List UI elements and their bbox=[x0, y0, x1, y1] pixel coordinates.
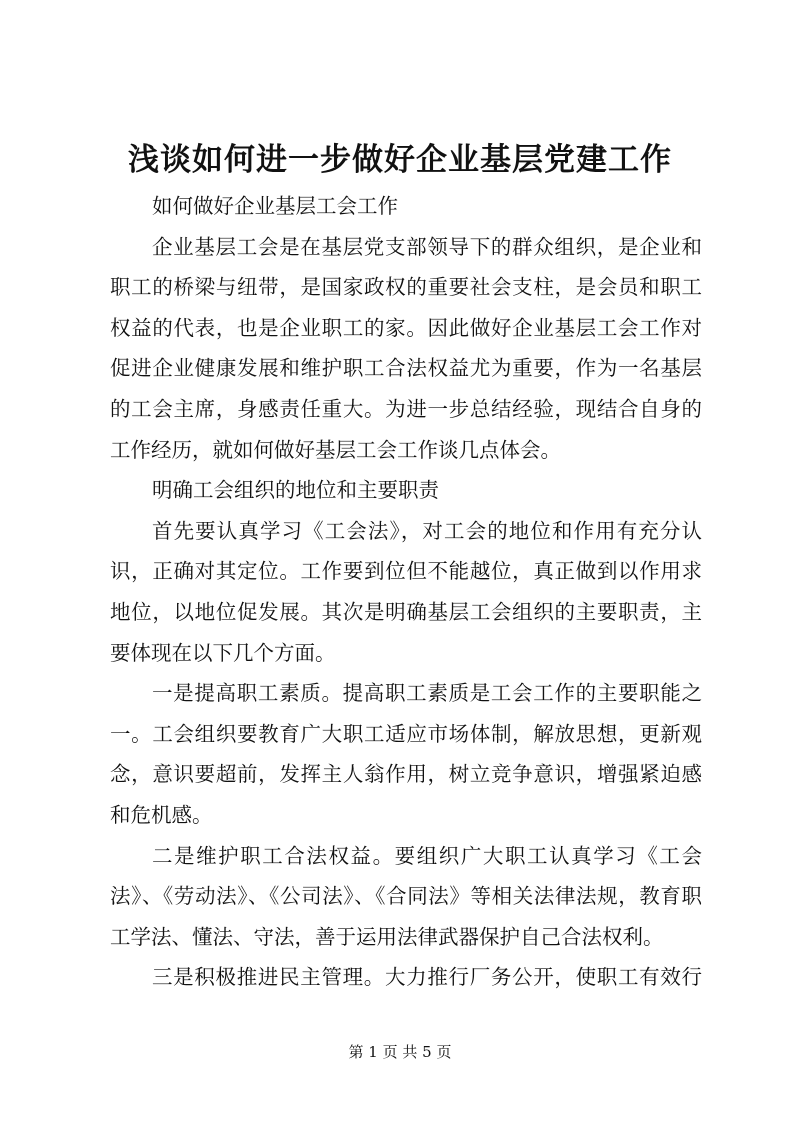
section-heading: 如何做好企业基层工会工作 bbox=[152, 194, 398, 218]
page-footer: 第 1 页 共 5 页 bbox=[348, 1043, 452, 1061]
paragraph-line: 企业基层工会是在基层党支部领导下的群众组织，是企业和 bbox=[152, 234, 702, 259]
paragraph-line: 职工的桥梁与纽带，是国家政权的重要社会支柱，是会员和职工 bbox=[110, 275, 702, 300]
document-body bbox=[110, 186, 702, 998]
paragraph-line: 首先要认真学习《工会法》，对工会的地位和作用有充分认 bbox=[152, 518, 702, 543]
section-heading: 明确工会组织的地位和主要职责 bbox=[152, 478, 439, 503]
paragraph-line: 三是积极推进民主管理。大力推行厂务公开，使职工有效行 bbox=[152, 965, 702, 990]
paragraph-line: 促进企业健康发展和维护职工合法权益尤为重要，作为一名基层 bbox=[110, 356, 702, 381]
paragraph-line: 工作经历，就如何做好基层工会工作谈几点体会。 bbox=[110, 437, 561, 462]
paragraph-line: 的工会主席，身感责任重大。为进一步总结经验，现结合自身的 bbox=[110, 396, 702, 421]
paragraph-line: 识，正确对其定位。工作要到位但不能越位，真正做到以作用求 bbox=[110, 559, 702, 584]
paragraph-line: 一。工会组织要教育广大职工适应市场体制，解放思想，更新观 bbox=[110, 721, 702, 746]
paragraph-line: 二是维护职工合法权益。要组织广大职工认真学习《工会 bbox=[152, 843, 702, 868]
paragraph-line: 和危机感。 bbox=[110, 802, 213, 827]
document-title: 浅谈如何进一步做好企业基层党建工作 bbox=[128, 142, 672, 178]
paragraph-line: 念，意识要超前，发挥主人翁作用，树立竞争意识，增强紧迫感 bbox=[110, 762, 702, 787]
paragraph-line: 权益的代表，也是企业职工的家。因此做好企业基层工会工作对 bbox=[110, 315, 702, 340]
paragraph-line: 工学法、懂法、守法，善于运用法律武器保护自己合法权利。 bbox=[110, 924, 664, 949]
paragraph-line: 要体现在以下几个方面。 bbox=[110, 640, 336, 665]
paragraph-line: 地位，以地位促发展。其次是明确基层工会组织的主要职责，主 bbox=[110, 599, 702, 624]
paragraph-line: 法》、《劳动法》、《公司法》、《合同法》等相关法律法规，教育职 bbox=[110, 884, 702, 909]
paragraph-line: 一是提高职工素质。提高职工素质是工会工作的主要职能之 bbox=[152, 681, 702, 706]
